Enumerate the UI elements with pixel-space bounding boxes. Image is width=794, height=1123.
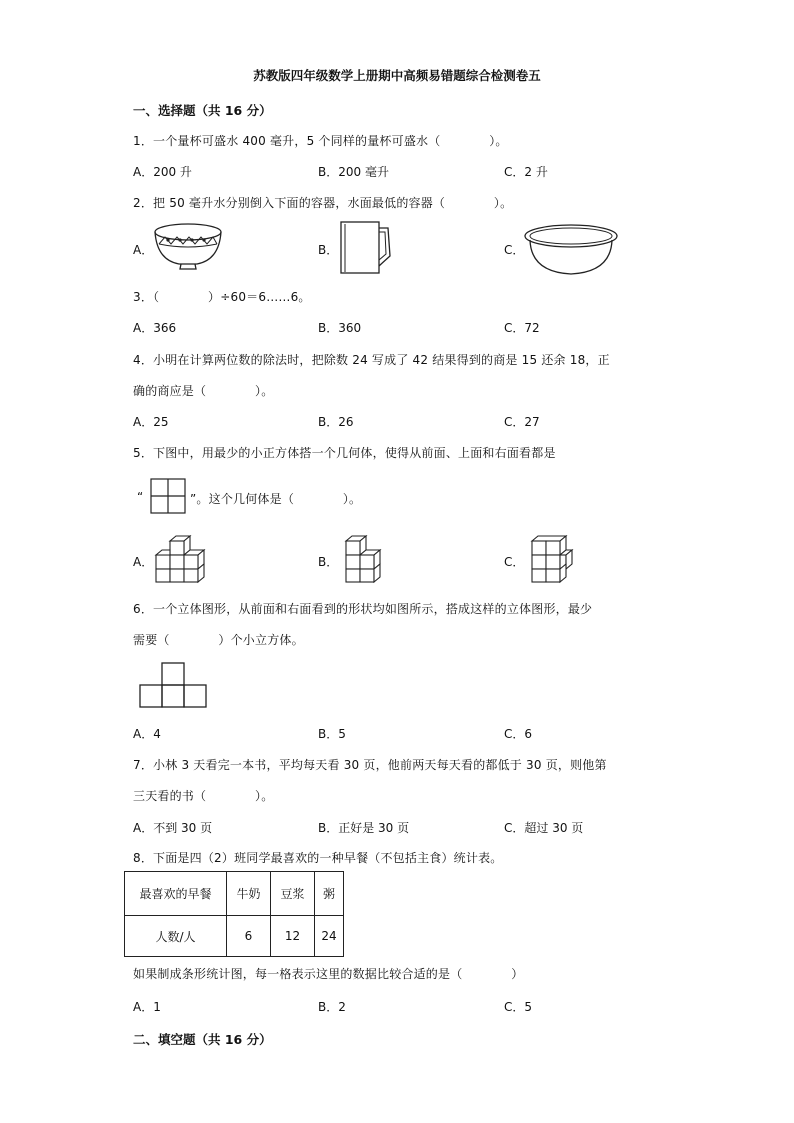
q8-option-a[interactable]: A．1 bbox=[133, 1000, 161, 1014]
question-1: 1．一个量杯可盛水 400 毫升，5 个同样的量杯可盛水（ ）。 bbox=[133, 134, 508, 148]
mug-figure bbox=[338, 220, 398, 276]
cube-stack-a-figure bbox=[156, 535, 206, 583]
question-8: 8．下面是四（2）班同学最喜欢的一种早餐（不包括主食）统计表。 bbox=[133, 851, 503, 865]
q6-option-b[interactable]: B．5 bbox=[318, 727, 346, 741]
table-header-cell: 粥 bbox=[315, 872, 344, 916]
q3-option-b[interactable]: B．360 bbox=[318, 321, 362, 335]
cube-stack-c-figure bbox=[528, 535, 578, 583]
question-7-line2: 三天看的书（ ）。 bbox=[133, 789, 274, 803]
q4-option-c[interactable]: C．27 bbox=[504, 415, 540, 429]
question-4: 4．小明在计算两位数的除法时，把除数 24 写成了 42 结果得到的商是 15 还余 18，正 bbox=[133, 353, 610, 367]
table-cell: 12 bbox=[271, 916, 315, 957]
q3-option-c[interactable]: C．72 bbox=[504, 321, 540, 335]
q4-option-a[interactable]: A．25 bbox=[133, 415, 169, 429]
q1-option-b[interactable]: B．200 毫升 bbox=[318, 165, 389, 179]
square-2x2-figure bbox=[150, 478, 186, 514]
q8-option-b[interactable]: B．2 bbox=[318, 1000, 346, 1014]
table-header-cell: 最喜欢的早餐 bbox=[125, 872, 227, 916]
section-heading-choice: 一、选择题（共 16 分） bbox=[133, 103, 272, 118]
question-6-line2: 需要（ ）个小立方体。 bbox=[133, 633, 304, 647]
table-header-cell: 牛奶 bbox=[227, 872, 271, 916]
q5-option-b[interactable]: B． bbox=[318, 555, 339, 569]
front-view-figure bbox=[140, 662, 210, 708]
q4-option-b[interactable]: B．26 bbox=[318, 415, 354, 429]
q1-option-a[interactable]: A．200 升 bbox=[133, 165, 192, 179]
q6-option-c[interactable]: C．6 bbox=[504, 727, 533, 741]
bowl-figure bbox=[153, 222, 223, 272]
q2-option-c[interactable]: C． bbox=[504, 243, 525, 257]
q5-option-c[interactable]: C． bbox=[504, 555, 525, 569]
page-title: 苏教版四年级数学上册期中高频易错题综合检测卷五 bbox=[253, 68, 541, 83]
q2-option-b[interactable]: B． bbox=[318, 243, 339, 257]
question-5: 5．下图中，用最少的小正方体搭一个几何体，使得从前面、上面和右面看都是 bbox=[133, 446, 556, 460]
q7-option-a[interactable]: A．不到 30 页 bbox=[133, 821, 213, 835]
q6-option-a[interactable]: A．4 bbox=[133, 727, 161, 741]
q5-option-a[interactable]: A． bbox=[133, 555, 154, 569]
question-2: 2．把 50 毫升水分别倒入下面的容器，水面最低的容器（ ）。 bbox=[133, 196, 513, 210]
q8-option-c[interactable]: C．5 bbox=[504, 1000, 533, 1014]
basin-figure bbox=[521, 222, 621, 278]
q2-option-a[interactable]: A． bbox=[133, 243, 154, 257]
table-cell: 24 bbox=[315, 916, 344, 957]
q7-option-b[interactable]: B．正好是 30 页 bbox=[318, 821, 410, 835]
question-3: 3．（ ）÷60＝6……6。 bbox=[133, 290, 311, 304]
section-heading-fill: 二、填空题（共 16 分） bbox=[133, 1032, 272, 1047]
table-cell: 人数/人 bbox=[125, 916, 227, 957]
question-5-line2: ”。这个几何体是（ ）。 bbox=[190, 492, 362, 506]
question-8-line2: 如果制成条形统计图，每一格表示这里的数据比较合适的是（ ） bbox=[133, 967, 524, 981]
q3-option-a[interactable]: A．366 bbox=[133, 321, 177, 335]
q1-option-c[interactable]: C．2 升 bbox=[504, 165, 548, 179]
cube-stack-b-figure bbox=[342, 535, 392, 583]
breakfast-stat-table bbox=[124, 871, 344, 957]
question-5-quote-open: “ bbox=[137, 490, 144, 504]
question-7: 7．小林 3 天看完一本书，平均每天看 30 页，他前两天每天看的都低于 30 页，则他第 bbox=[133, 758, 607, 772]
q7-option-c[interactable]: C．超过 30 页 bbox=[504, 821, 584, 835]
table-cell: 6 bbox=[227, 916, 271, 957]
question-4-line2: 确的商应是（ ）。 bbox=[133, 384, 274, 398]
question-6: 6．一个立体图形，从前面和右面看到的形状均如图所示，搭成这样的立体图形，最少 bbox=[133, 602, 593, 616]
table-header-cell: 豆浆 bbox=[271, 872, 315, 916]
